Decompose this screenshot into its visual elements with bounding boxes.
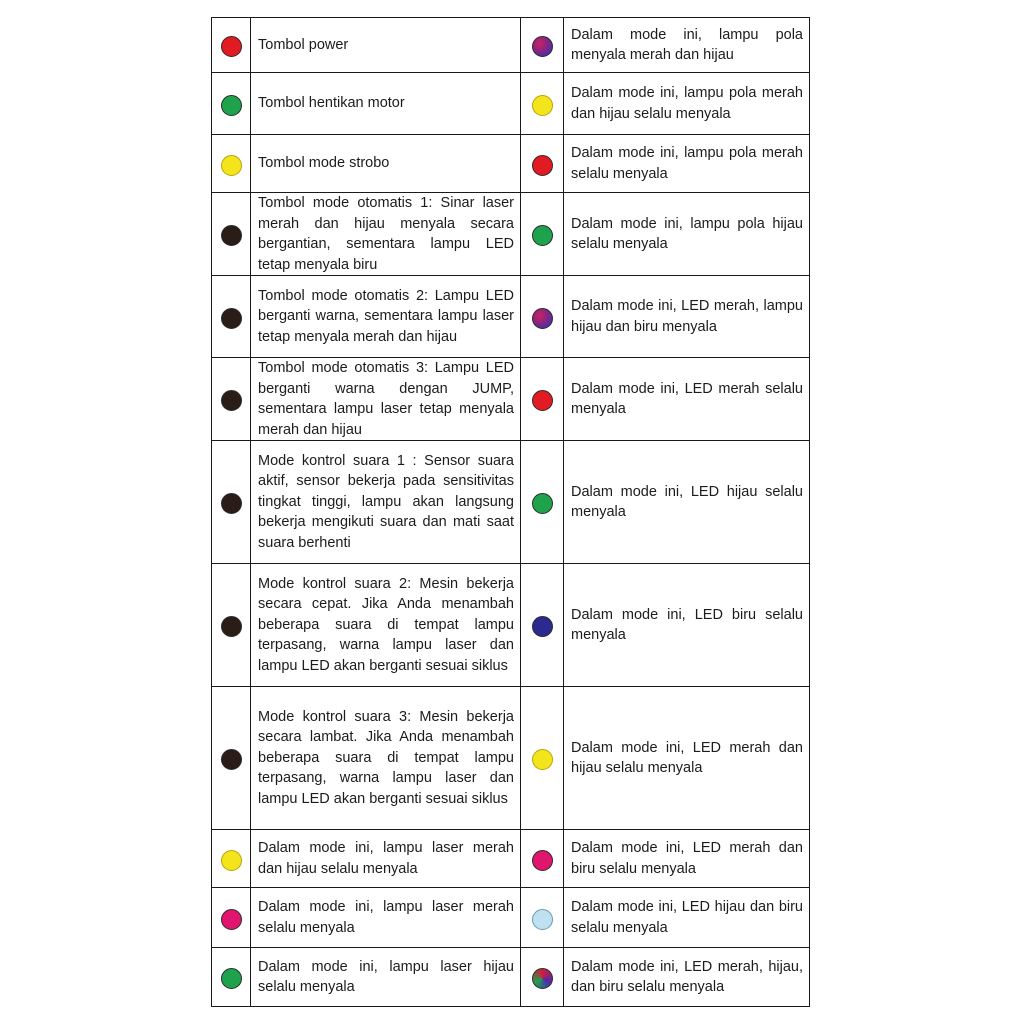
button-description: Mode kontrol suara 3: Mesin bekerja secara lambat. Jika Anda menambah beberapa suara di tempat lampu terpasang, warna lampu laser dan lampu LED akan berganti sesuai siklus bbox=[251, 687, 521, 830]
table-row bbox=[212, 888, 810, 948]
mode-description: Dalam mode ini, lampu pola merah selalu menyala bbox=[564, 135, 810, 193]
led-red-blue-button-icon bbox=[532, 850, 553, 871]
sound-control-3-button-icon bbox=[221, 749, 242, 770]
button-description: Dalam mode ini, lampu laser merah dan hijau selalu menyala bbox=[251, 830, 521, 888]
sound-control-2-button-icon bbox=[221, 616, 242, 637]
strobe-button-icon bbox=[221, 155, 242, 176]
led-red-green-button-icon bbox=[532, 749, 553, 770]
mode-description: Dalam mode ini, LED merah, lampu hijau dan biru menyala bbox=[564, 276, 810, 358]
mode-description: Dalam mode ini, LED hijau selalu menyala bbox=[564, 441, 810, 564]
mode-description: Dalam mode ini, LED merah, hijau, dan biru selalu menyala bbox=[564, 948, 810, 1007]
table-row bbox=[212, 830, 810, 888]
mode-description: Dalam mode ini, lampu pola menyala merah dan hijau bbox=[564, 18, 810, 73]
pattern-red-green-button-icon bbox=[532, 95, 553, 116]
led-red-green-blue-button-icon bbox=[532, 308, 553, 329]
mode-description: Dalam mode ini, LED merah dan biru selalu menyala bbox=[564, 830, 810, 888]
table-row bbox=[212, 948, 810, 1007]
led-all-button-icon bbox=[532, 968, 553, 989]
sound-control-1-button-icon bbox=[221, 493, 242, 514]
table-row bbox=[212, 687, 810, 830]
button-description: Dalam mode ini, lampu laser merah selalu menyala bbox=[251, 888, 521, 948]
mode-description: Dalam mode ini, LED merah dan hijau selalu menyala bbox=[564, 687, 810, 830]
button-function-table bbox=[211, 17, 810, 1007]
led-green-blue-button-icon bbox=[532, 909, 553, 930]
table-row bbox=[212, 441, 810, 564]
table-row bbox=[212, 276, 810, 358]
auto-1-button-icon bbox=[221, 225, 242, 246]
auto-2-button-icon bbox=[221, 308, 242, 329]
table-row bbox=[212, 358, 810, 441]
red-green-button-icon bbox=[532, 36, 553, 57]
pattern-red-button-icon bbox=[532, 155, 553, 176]
mode-description: Dalam mode ini, LED merah selalu menyala bbox=[564, 358, 810, 441]
mode-description: Dalam mode ini, LED biru selalu menyala bbox=[564, 564, 810, 687]
mode-description: Dalam mode ini, LED hijau dan biru selalu menyala bbox=[564, 888, 810, 948]
table-row bbox=[212, 135, 810, 193]
button-description: Tombol mode strobo bbox=[251, 135, 521, 193]
laser-red-green-button-icon bbox=[221, 850, 242, 871]
table-row bbox=[212, 73, 810, 135]
button-description: Dalam mode ini, lampu laser hijau selalu menyala bbox=[251, 948, 521, 1007]
pattern-green-button-icon bbox=[532, 225, 553, 246]
button-description: Tombol power bbox=[251, 18, 521, 73]
power-button-icon bbox=[221, 36, 242, 57]
led-red-button-icon bbox=[532, 390, 553, 411]
mode-description: Dalam mode ini, lampu pola merah dan hijau selalu menyala bbox=[564, 73, 810, 135]
button-description: Mode kontrol suara 1 : Sensor suara aktif, sensor bekerja pada sensitivitas tingkat tinggi, lampu akan langsung bekerja mengikuti suara dan mati saat suara berhenti bbox=[251, 441, 521, 564]
laser-red-button-icon bbox=[221, 909, 242, 930]
button-description: Tombol hentikan motor bbox=[251, 73, 521, 135]
led-blue-button-icon bbox=[532, 616, 553, 637]
laser-green-button-icon bbox=[221, 968, 242, 989]
table-row bbox=[212, 564, 810, 687]
button-description: Tombol mode otomatis 2: Lampu LED berganti warna, sementara lampu laser tetap menyala merah dan hijau bbox=[251, 276, 521, 358]
button-description: Mode kontrol suara 2: Mesin bekerja secara cepat. Jika Anda menambah beberapa suara di tempat lampu terpasang, warna lampu laser dan lampu LED akan berganti sesuai siklus bbox=[251, 564, 521, 687]
mode-description: Dalam mode ini, lampu pola hijau selalu menyala bbox=[564, 193, 810, 276]
stop-motor-button-icon bbox=[221, 95, 242, 116]
button-description: Tombol mode otomatis 1: Sinar laser merah dan hijau menyala secara bergantian, sementara lampu LED tetap menyala biru bbox=[251, 193, 521, 276]
table-row bbox=[212, 18, 810, 73]
auto-3-button-icon bbox=[221, 390, 242, 411]
led-green-button-icon bbox=[532, 493, 553, 514]
table-row bbox=[212, 193, 810, 276]
button-description: Tombol mode otomatis 3: Lampu LED berganti warna dengan JUMP, sementara lampu laser tetap menyala merah dan hijau bbox=[251, 358, 521, 441]
